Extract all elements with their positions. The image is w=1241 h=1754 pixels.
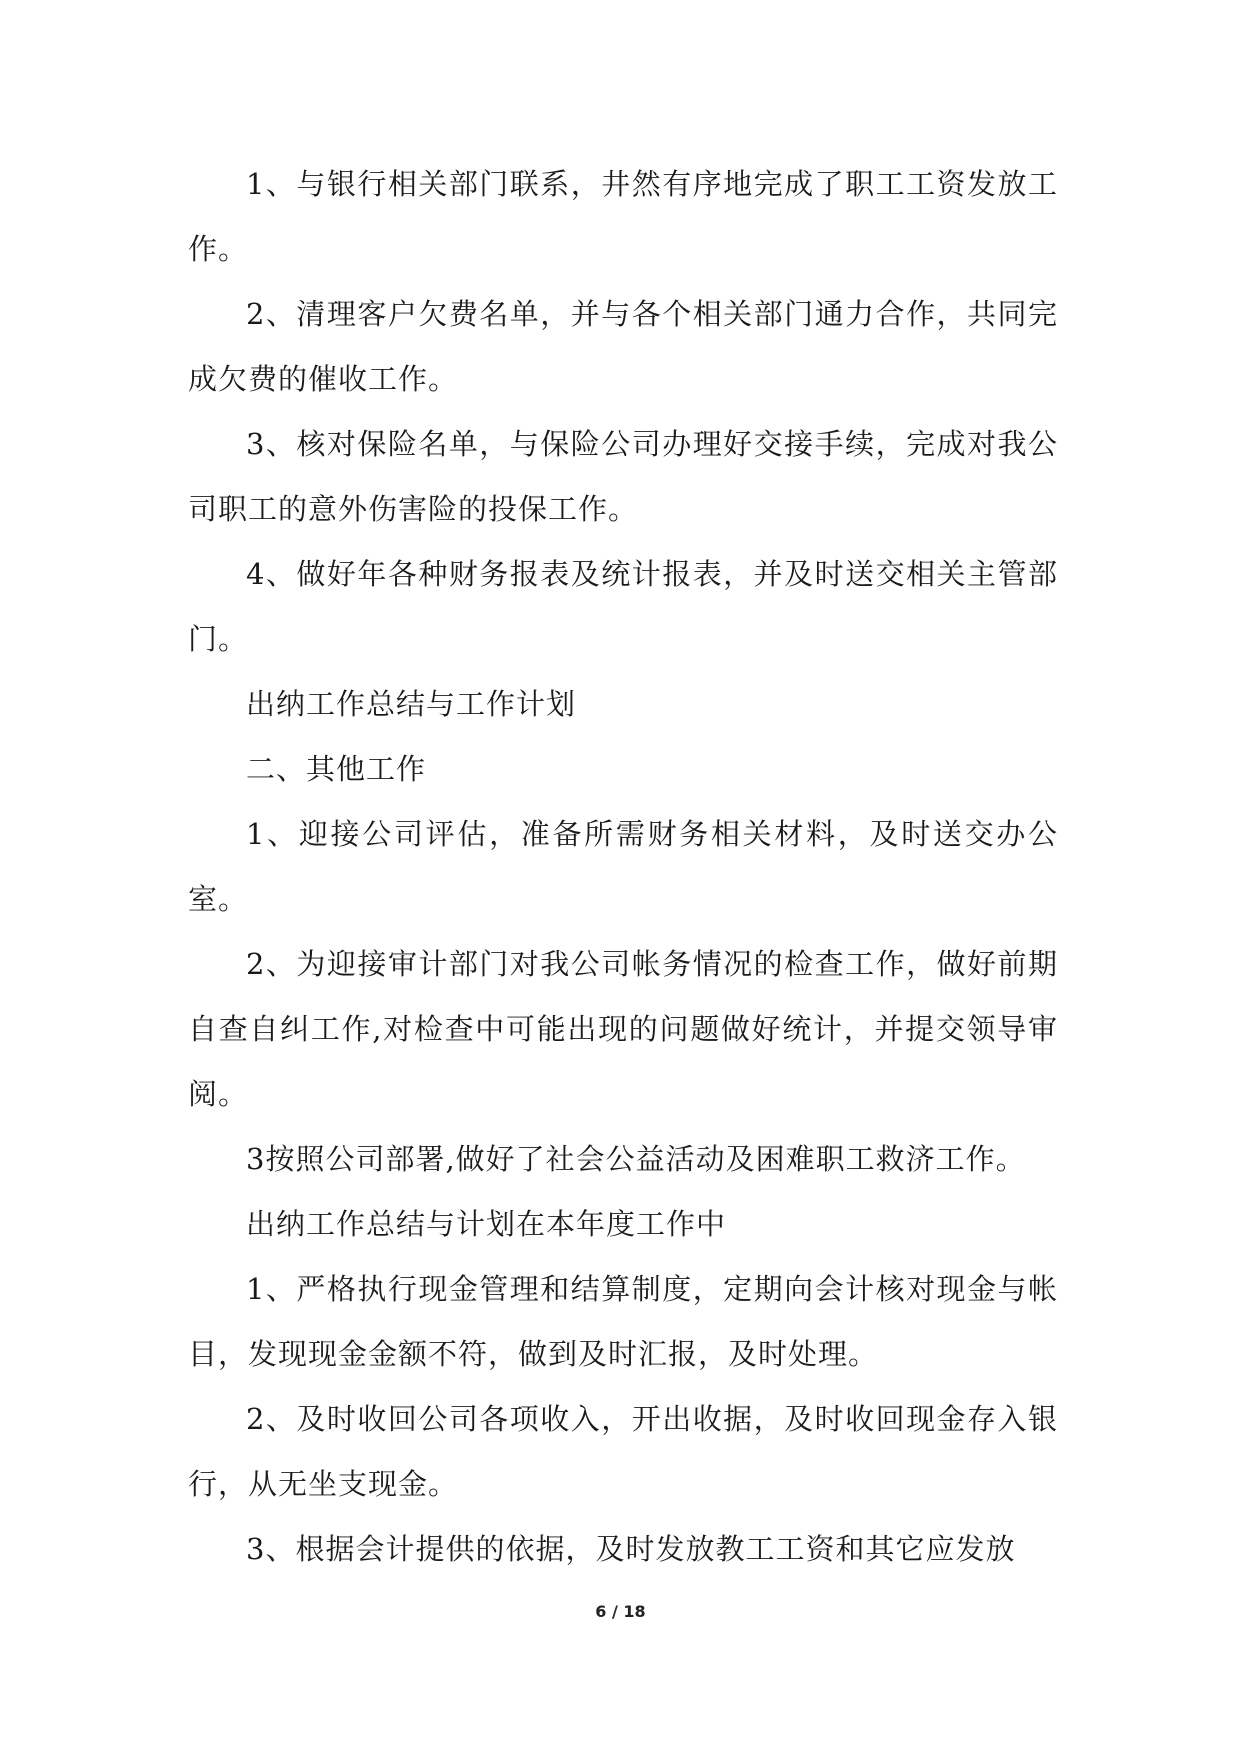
paragraph-7: 3按照公司部署,做好了社会公益活动及困难职工救济工作。 [246,1142,1026,1176]
paragraph-4: 4、做好年各种财务报表及统计报表，并及时送交相关主管部门。 [188,557,1058,656]
section-heading-other-work: 二、其他工作 [246,752,427,786]
section-heading-summary-plan: 出纳工作总结与工作计划 [246,687,577,721]
document-body [188,152,1058,1582]
paragraph-3: 3、核对保险名单，与保险公司办理好交接手续，完成对我公司职工的意外伤害险的投保工作。 [188,427,1058,526]
paragraph-6: 2、为迎接审计部门对我公司帐务情况的检查工作，做好前期自查自纠工作,对检查中可能出现的问题做好统计，并提交领导审阅。 [188,947,1058,1111]
paragraph-2: 2、清理客户欠费名单，并与各个相关部门通力合作，共同完成欠费的催收工作。 [188,297,1058,396]
paragraph-9: 2、及时收回公司各项收入，开出收据，及时收回现金存入银行，从无坐支现金。 [188,1402,1058,1501]
paragraph-10: 3、根据会计提供的依据，及时发放教工工资和其它应发放 [246,1532,1016,1566]
paragraph-1: 1、与银行相关部门联系，井然有序地完成了职工工资发放工作。 [188,167,1058,266]
paragraph-5: 1、迎接公司评估，准备所需财务相关材料，及时送交办公室。 [188,817,1058,916]
page-number: 6 / 18 [595,1602,646,1621]
paragraph-8: 1、严格执行现金管理和结算制度，定期向会计核对现金与帐目，发现现金金额不符，做到及时汇报，及时处理。 [188,1272,1058,1371]
section-heading-annual: 出纳工作总结与计划在本年度工作中 [246,1207,727,1241]
